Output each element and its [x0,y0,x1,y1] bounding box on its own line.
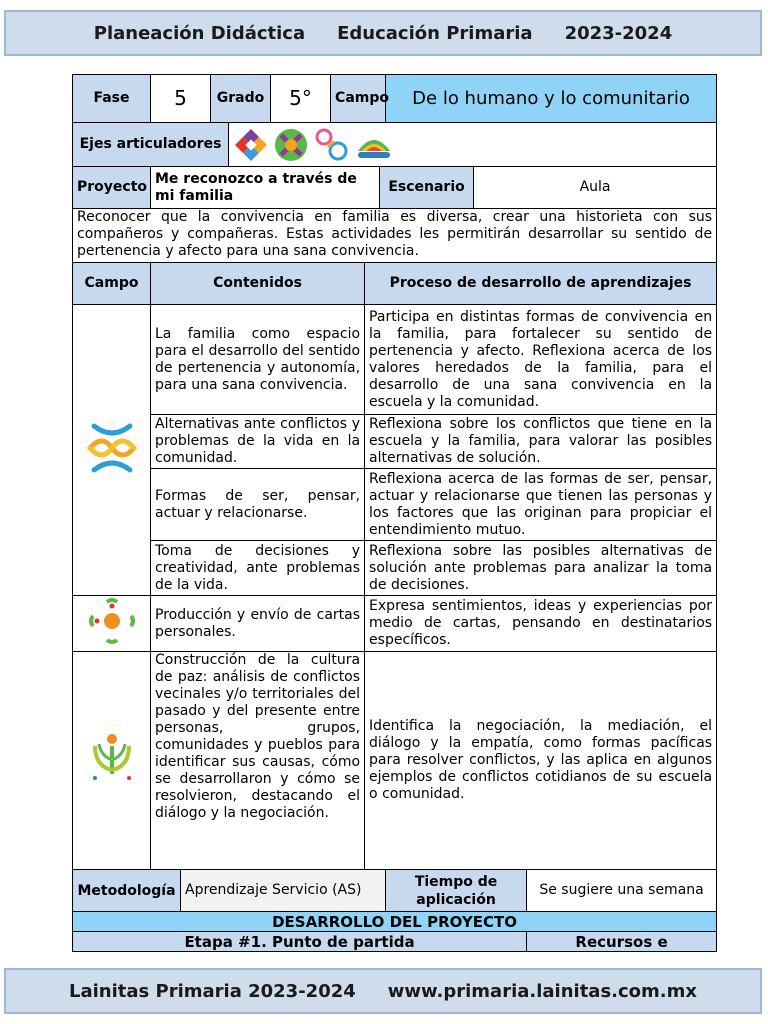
campo-cell-lenguajes [73,596,151,652]
ejes-icons [229,123,717,167]
proceso-cell: Identifica la negociación, la mediación, el diálogo y la empatía, como formas pacíficas para resolver conflictos, y las aplica en algunos ejemplos de conflictos cotidianos de su escuela o comunidad. [365,652,717,870]
planning-table [72,74,717,952]
table-row [73,596,717,652]
fase-label: Fase [73,75,151,123]
contenido-cell: Alternativas ante conflictos y problemas de la vida en la comunidad. [151,415,365,469]
tiempo-value: Se sugiere una semana [527,870,717,912]
header-banner [4,10,762,56]
proceso-cell: Reflexiona sobre las posibles alternativas de solución ante problemas para analizar la toma de decisiones. [365,541,717,596]
campo-cell-humano [73,305,151,596]
campo-cell-etica [73,652,151,870]
recursos-label: Recursos e [527,932,717,952]
ejes-label: Ejes articuladores [73,123,229,167]
etapa-title: Etapa #1. Punto de partida [73,932,527,952]
header-level: Educación Primaria [337,22,533,44]
contenido-cell: Producción y envío de cartas personales. [151,596,365,652]
table-row [73,541,717,596]
contenido-cell: Construcción de la cultura de paz: análisis de conflictos vecinales y/o territoriales del pasado y del presente entre personas, grupos, comunidades y pueblos para identificar sus causas, cómo se desarrollaron y cómo se resolvieron, destacando el diálogo y la negociación. [151,652,365,870]
table-row [73,415,717,469]
grado-label: Grado [211,75,271,123]
proceso-cell: Participa en distintas formas de convivencia en la familia, para fortalecer su sentido de pertenencia y afecto. Reflexiona acerca de los valores heredados de la familia, para el desarrollo de una sana convivencia en la escuela y la comunidad. [365,305,717,415]
project-description: Reconocer que la convivencia en familia es diversa, crear una historieta con sus compañeros y compañeras. Estas actividades les permitirán desarrollar su sentido de pertenencia y afecto para una sana convivencia. [73,209,717,263]
humano-comunitario-icon [84,420,140,476]
footer-site-name: Lainitas Primaria 2023-2024 [69,980,356,1002]
proceso-cell: Expresa sentimientos, ideas y experiencias por medio de cartas, pensando en destinatarios específicos. [365,596,717,652]
lenguajes-icon [87,596,137,646]
header-title: Planeación Didáctica [93,22,306,44]
escenario-value: Aula [474,167,717,209]
pensamiento-critico-icon [314,127,350,163]
contenido-cell: La familia como espacio para el desarrollo del sentido de pertenencia y autonomía, para una sana convivencia. [151,305,365,415]
etica-naturaleza-icon [87,730,137,786]
metodologia-label: Metodología [73,870,181,912]
col-header-contenidos: Contenidos [151,263,365,305]
tiempo-label: Tiempo de aplicación [386,870,527,912]
campo-value: De lo humano y lo comunitario [386,75,717,123]
desarrollo-title: DESARROLLO DEL PROYECTO [73,912,717,932]
inclusion-icon [233,127,269,163]
campo-label: Campo [331,75,386,123]
proceso-cell: Reflexiona sobre los conflictos que tiene en la escuela y la familia, para valorar las posibles alternativas de solución. [365,415,717,469]
proyecto-label: Proyecto [73,167,151,209]
metodologia-value: Aprendizaje Servicio (AS) [181,870,386,912]
contenido-cell: Formas de ser, pensar, actuar y relacionarse. [151,469,365,541]
escenario-label: Escenario [380,167,474,209]
contenido-cell: Toma de decisiones y creatividad, ante problemas de la vida. [151,541,365,596]
grado-value: 5° [271,75,331,123]
proceso-cell: Reflexiona acerca de las formas de ser, pensar, actuar y relacionarse que tienen las personas y los factores que las originan para propiciar el entendimiento mutuo. [365,469,717,541]
interculturalidad-icon [273,127,309,163]
table-row [73,305,717,415]
proyecto-value: Me reconozco a través de mi familia [151,167,380,209]
footer-url[interactable]: www.primaria.lainitas.com.mx [387,980,697,1002]
header-year: 2023-2024 [564,22,673,44]
footer-banner [4,968,762,1014]
artes-icon [354,127,394,163]
col-header-campo: Campo [73,263,151,305]
col-header-proceso: Proceso de desarrollo de aprendizajes [365,263,717,305]
fase-value: 5 [151,75,211,123]
table-row [73,652,717,870]
table-row [73,469,717,541]
